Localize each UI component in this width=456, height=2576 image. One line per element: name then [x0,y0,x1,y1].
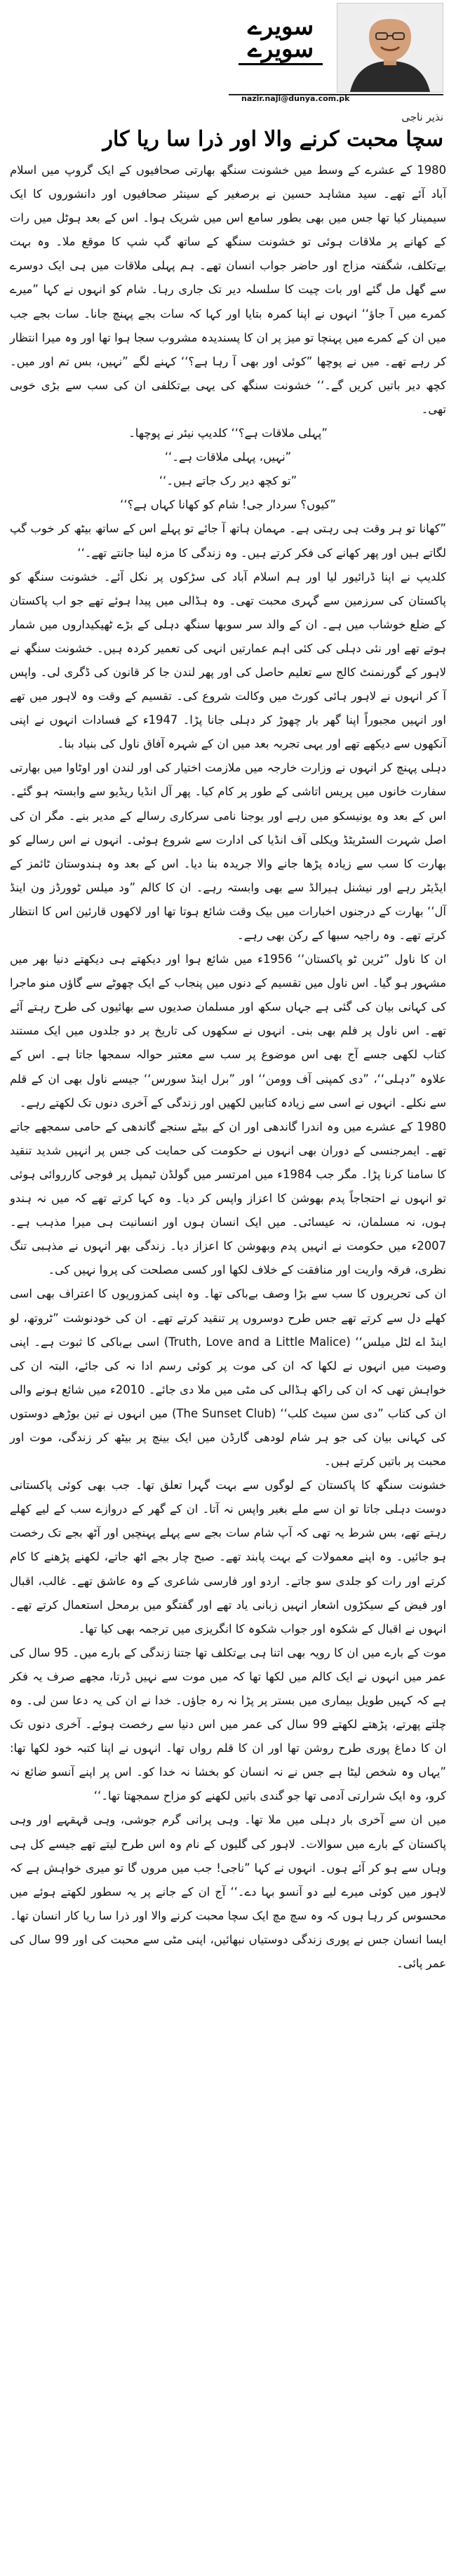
paragraph: ان کی تحریروں کا سب سے بڑا وصف بےباکی تھا۔ وہ اپنی کمزوریوں کا اعتراف بھی اسی کھلے دل سے کرتے تھے جس طرح دوسروں پر تنقید کرتے تھے۔ ان کی خودنوشت ”ٹروتھ، لو اینڈ اے لٹل میلس‘‘ (Truth, Love and a Little Malice) اسی بےباکی کا ثبوت ہے۔ اپنی وصیت میں انہوں نے لکھا کہ ان کی موت پر کوئی رسم ادا نہ کی جائے، البتہ ان کی خواہش تھی کہ ان کی راکھ ہڈالی کی مٹی میں ملا دی جائے۔ 2010ء میں شائع ہونے والی ان کی کتاب ”دی سن سیٹ کلب‘‘ (The Sunset Club) میں انہوں نے تین بوڑھے دوستوں کی کہانی بیان کی جو ہر شام لودھی گارڈن میں ایک بینچ پر بیٹھ کر زندگی، موت اور محبت پر باتیں کرتے ہیں۔ [10,1287,447,1469]
paragraph: ان کا ناول ”ٹرین ٹو پاکستان‘‘ 1956ء میں شائع ہوا اور دیکھتے ہی دیکھتے دنیا بھر میں مشہور ہو گیا۔ اس ناول میں تقسیم کے دنوں میں پنجاب کے ایک چھوٹے سے گاؤں منو ماجرا کی کہانی بیان کی گئی ہے جہاں سکھ اور مسلمان صدیوں سے بھائیوں کی طرح رہتے آئے تھے۔ اس ناول پر فلم بھی بنی۔ انہوں نے سکھوں کی تاریخ پر دو جلدوں میں ایک مستند کتاب لکھی جسے آج بھی اس موضوع پر سب سے معتبر حوالہ سمجھا جاتا ہے۔ اس کے علاوہ ”دہلی‘‘، ”دی کمپنی آف وومن‘‘ اور ”برل اینڈ سورس‘‘ جیسے ناول بھی ان کے قلم سے نکلے۔ انہوں نے اسی سے زیادہ کتابیں لکھیں اور زندگی کے آخری دنوں تک لکھتے رہے۔ [10,952,446,1110]
paragraph: خشونت سنگھ کا پاکستان کے لوگوں سے بہت گہرا تعلق تھا۔ جب بھی کوئی پاکستانی دوست دہلی جاتا تو ان سے ملے بغیر واپس نہ آتا۔ ان کے گھر کے دروازے سب کے لیے کھلے رہتے تھے، بس شرط یہ تھی کہ آپ شام سات بجے سے پہلے پہنچیں اور آٹھ بجے تک رخصت ہو جائیں۔ وہ اپنے معمولات کے بہت پابند تھے۔ صبح چار بجے اٹھ جاتے، لکھنے پڑھنے کا کام کرتے اور رات کو جلدی سو جاتے۔ اردو اور فارسی شاعری کے وہ عاشق تھے۔ غالب، اقبال اور فیض کے سیکڑوں اشعار انہیں زبانی یاد تھے اور گفتگو میں برمحل استعمال کرتے تھے۔ انہوں نے اقبال کے شکوہ اور جواب شکوہ کا انگریزی میں ترجمہ بھی کیا تھا۔ [10,1478,446,1636]
paragraph: دہلی پہنچ کر انہوں نے وزارت خارجہ میں ملازمت اختیار کی اور لندن اور اوٹاوا میں بھارتی سفارت خانوں میں پریس اتاشی کے طور پر کام کیا۔ پھر آل انڈیا ریڈیو سے وابستہ ہو گئے۔ اس کے بعد وہ یونیسکو میں رہے اور یوجنا نامی سرکاری رسالے کے مدیر بنے۔ مگر ان کی اصل شہرت السٹریٹڈ ویکلی آف انڈیا کی ادارت سے شروع ہوئی۔ انہوں نے اس رسالے کو بھارت کا سب سے زیادہ پڑھا جانے والا جریدہ بنا دیا۔ اس کے بعد وہ ہندوستان ٹائمز کے ایڈیٹر رہے اور نیشنل ہیرالڈ سے بھی وابستہ رہے۔ ان کا کالم ”ود میلس ٹوورڈز ون اینڈ آل‘‘ بھارت کے درجنوں اخبارات میں بیک وقت شائع ہوتا تھا اور لاکھوں قارئین اس کا انتظار کرتے تھے۔ وہ راجیہ سبھا کے رکن بھی رہے۔ [10,761,446,942]
column-headline: سچا محبت کرنے والا اور ذرا سا ریا کار [102,127,443,151]
paragraph-intro: 1980 کے عشرے کے وسط میں خشونت سنگھ بھارتی صحافیوں کے ایک گروپ میں اسلام آباد آئے تھے۔ سید مشاہد حسین نے برصغیر کے سینئر صحافیوں اور دانشوروں کا ایک سیمینار کیا تھا جس میں بھی بطور سامع اس میں شریک ہوا۔ اس کے بعد ہوٹل میں رات کے کھانے پر ملاقات ہوئی تو خشونت سنگھ کے ساتھ گپ شپ کا موقع ملا۔ وہ بہت بےتکلف، شگفتہ مزاج اور حاضر جواب انسان تھے۔ ہم پہلی ملاقات میں ہی ایک دوسرے سے گھل مل گئے اور بات چیت کا سلسلہ دیر تک جاری رہا۔ شام کو انہوں نے کہا ”میرے کمرے میں آ جاؤ‘‘ انہوں نے اپنا کمرہ بتایا اور کہا کہ سات بجے پہنچ جانا۔ سات بجے جب میں ان کے کمرے میں پہنچا تو میز پر ان کا پسندیدہ مشروب سجا ہوا تھا اور وہ میرا انتظار کر رہے تھے۔ میں نے پوچھا ”کوئی اور بھی آ رہا ہے؟‘‘ کہنے لگے ”نہیں، بس تم اور میں۔ کچھ دیر باتیں کریں گے۔‘‘ خشونت سنگھ کی یہی بےتکلفی ان کی سب سے بڑی خوبی تھی۔ [10,163,446,416]
dialogue-line: ”تو کچھ دیر رک جاتے ہیں۔‘‘ [159,474,297,488]
dialogue-line: ”پہلی ملاقات ہے؟‘‘ کلدیپ نیئر نے پوچھا۔ [128,426,328,440]
logo-line-bottom: سویرے [247,35,314,63]
author-email: nazir.naji@dunya.com.pk [241,94,350,103]
dialogue-line: ”کھانا تو ہر وقت ہی رہتی ہے۔ مہمان ہاتھ آ جائے تو پہلے اس کے ساتھ بیٹھ کر خوب گپ لگاتے ہیں اور پھر کھانے کی فکر کرتے ہیں۔ وہ زندگی کا مزہ لینا جانتے تھے۔‘‘ [10,522,446,560]
logo-underline [239,63,323,65]
paragraph: 1980 کے عشرے میں وہ اندرا گاندھی اور ان کے بیٹے سنجے گاندھی کے حامی سمجھے جاتے تھے۔ ایمرجنسی کے دوران بھی انہوں نے حکومت کی حمایت کی جس پر انہیں شدید تنقید کا سامنا کرنا پڑا۔ مگر جب 1984ء میں امرتسر میں گولڈن ٹیمپل پر فوجی کارروائی ہوئی تو انہوں نے احتجاجاً پدم بھوشن کا اعزاز واپس کر دیا۔ وہ کہا کرتے تھے کہ میں نہ ہندو ہوں، نہ مسلمان، نہ عیسائی۔ میں ایک انسان ہوں اور انسانیت ہی میرا مذہب ہے۔ 2007ء میں حکومت نے انہیں پدم وبھوشن کا اعزاز دیا۔ زندگی بھر انہوں نے مذہبی تنگ نظری، فرقہ واریت اور منافقت کے خلاف لکھا اور کسی مصلحت کی پروا نہیں کی۔ [10,1119,446,1277]
column-masthead [229,3,443,95]
author-portrait-icon [337,4,443,92]
author-name: نذیر ناجی [401,111,443,123]
logo-line-top: سویرے [247,13,314,41]
dialogue-line: ”نہیں، پہلی ملاقات ہے۔‘‘ [164,450,292,464]
author-photo [337,3,443,93]
newspaper-logo [229,13,333,65]
paragraph-closing: میں ان سے آخری بار دہلی میں ملا تھا۔ وہی پرانی گرم جوشی، وہی قہقہے اور وہی پاکستان کے بارے میں سوالات۔ لاہور کی گلیوں کے نام وہ اس طرح لیتے تھے جیسے کل ہی وہاں سے ہو کر آئے ہوں۔ انہوں نے کہا ”ناجی! جب میں مروں گا تو میری خواہش ہے کہ لاہور میں کوئی میرے لیے دو آنسو بہا دے۔‘‘ آج ان کے جانے پر یہ سطور لکھتے ہوئے میں محسوس کر رہا ہوں کہ وہ سچ مچ ایک سچا محبت کرنے والا اور ذرا سا ریا کار انسان تھا۔ ایسا انسان جس نے پوری زندگی دوستیاں نبھائیں، اپنی مٹی سے محبت کی اور 99 سال کی عمر پائی۔ [10,1813,446,1971]
column-body [10,159,446,1976]
column-header [0,0,456,153]
dialogue-line: ”کیوں؟ سردار جی! شام کو کھانا کہاں ہے؟‘‘ [120,498,336,512]
paragraph: موت کے بارے میں ان کا رویہ بھی اتنا ہی بےتکلف تھا جتنا زندگی کے بارے میں۔ 95 سال کی عمر میں انہوں نے ایک کالم میں لکھا تھا کہ میں موت سے نہیں ڈرتا، مجھے صرف یہ فکر ہے کہ کہیں طویل بیماری میں بستر پر پڑا نہ رہ جاؤں۔ خدا نے ان کی یہ دعا سن لی۔ وہ چلتے پھرتے، پڑھتے لکھتے 99 سال کی عمر میں اس دنیا سے رخصت ہوئے۔ آخری دنوں تک ان کا دماغ پوری طرح روشن تھا اور ان کا قلم رواں تھا۔ انہوں نے اپنا کتبہ خود لکھا تھا: ”یہاں وہ شخص لیٹا ہے جس نے نہ انسان کو بخشا نہ خدا کو۔ اس پر اپنے آنسو ضائع نہ کرو، وہ ایک شرارتی آدمی تھا جو گندی باتیں لکھنے کو مزاح سمجھتا تھا۔‘‘ [10,1645,446,1803]
paragraph: کلدیپ نے اپنا ڈرائیور لیا اور ہم اسلام آباد کی سڑکوں پر نکل آئے۔ خشونت سنگھ کو پاکستان کی سرزمین سے گہری محبت تھی۔ وہ ہڈالی میں پیدا ہوئے تھے جو اب پاکستان کے ضلع خوشاب میں ہے۔ ان کے والد سر سوبھا سنگھ دہلی کے بڑے ٹھیکیداروں میں شمار ہوتے تھے اور نئی دہلی کی کئی اہم عمارتیں انہی کی تعمیر کردہ ہیں۔ خشونت سنگھ نے لاہور کے گورنمنٹ کالج سے تعلیم حاصل کی اور پھر لندن جا کر قانون کی ڈگری لی۔ واپس آ کر انہوں نے لاہور ہائی کورٹ میں وکالت شروع کی۔ تقسیم کے وقت وہ لاہور میں تھے اور انہیں مجبوراً اپنا گھر بار چھوڑ کر دہلی جانا پڑا۔ 1947ء کے فسادات انہوں نے اپنی آنکھوں سے دیکھے تھے اور یہی تجربہ بعد میں ان کے شہرہ آفاق ناول کی بنیاد بنا۔ [10,569,446,751]
